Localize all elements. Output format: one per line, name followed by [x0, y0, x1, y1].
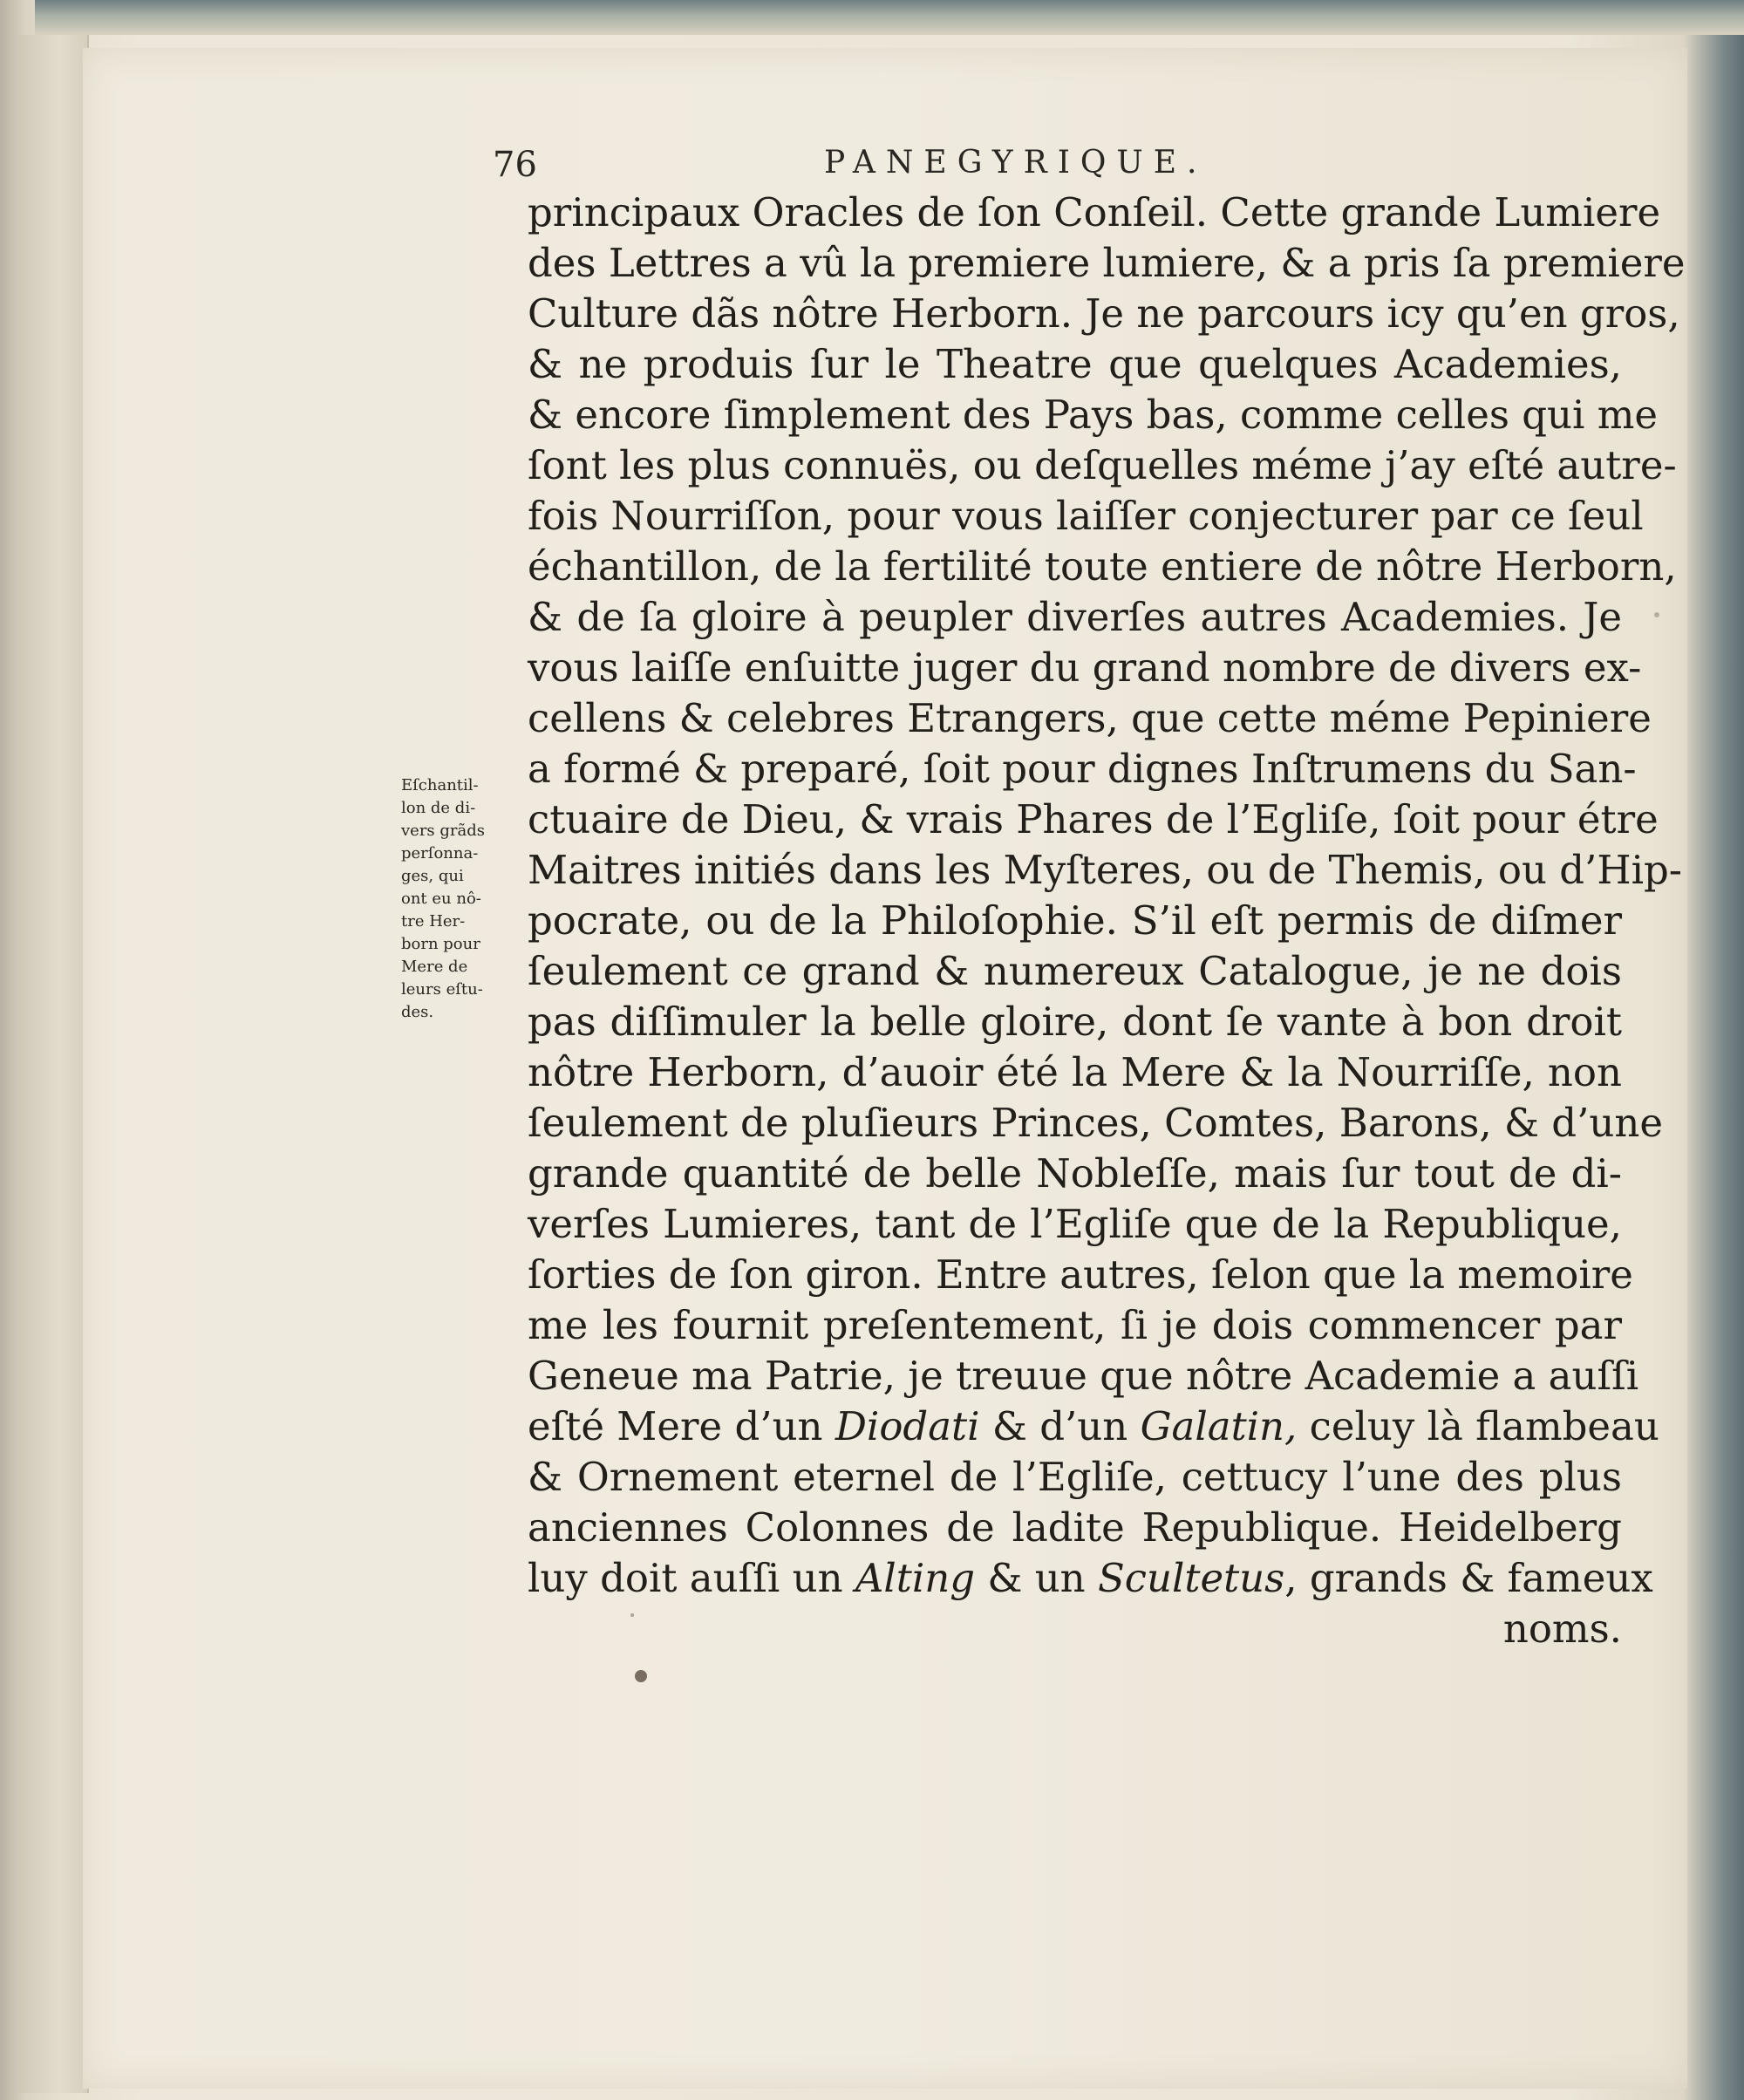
text-line: fois Nourriſſon, pour vous laiſſer conjecturer par ce ſeul: [528, 493, 1644, 539]
line-part: & un: [975, 1555, 1098, 1601]
body-text: [528, 188, 1686, 1654]
margin-note-line: born pour: [401, 935, 480, 953]
text-line: ſorties de ſon giron. Entre autres, ſelon que la memoire: [528, 1251, 1633, 1298]
italic-name-scultetus: Scultetus: [1097, 1555, 1285, 1601]
text-line: des Lettres a vû la premiere lumiere, & a pris ſa premiere: [528, 240, 1686, 286]
margin-note-line: vers grãds: [401, 822, 486, 840]
italic-name-alting: Alting: [855, 1555, 976, 1601]
text-line: cellens & celebres Etrangers, que cette méme Pepiniere: [528, 695, 1652, 741]
text-line: Maitres initiés dans les Myſteres, ou de Themis, ou d’Hip-: [528, 847, 1682, 893]
text-line-with-italic-names: [528, 1401, 1659, 1452]
margin-note-line: lon de di-: [401, 799, 476, 817]
line-part: eſté Mere d’un: [528, 1403, 835, 1449]
text-line: anciennes Colonnes de ladite Republique. Heidelberg: [528, 1504, 1622, 1551]
running-title: PANEGYRIQUE.: [824, 145, 1208, 181]
margin-note-line: des.: [401, 1003, 434, 1021]
italic-name-galatin: Galatin,: [1140, 1403, 1298, 1449]
text-line: ſeulement de pluſieurs Princes, Comtes, Barons, & d’une: [528, 1100, 1664, 1146]
text-line: & ne produis ſur le Theatre que quelques Academies,: [528, 341, 1622, 387]
text-line: principaux Oracles de ſon Conſeil. Cette grande Lumiere: [528, 189, 1661, 235]
text-line: ſont les plus connuës, ou deſquelles méme j’ay eſté autre-: [528, 442, 1677, 488]
margin-note: [401, 774, 528, 1024]
text-line-with-italic-names: [528, 1553, 1653, 1604]
text-line: grande quantité de belle Nobleſſe, mais ſur tout de di-: [528, 1150, 1622, 1197]
line-part: luy doit auſſi un: [528, 1555, 855, 1601]
text-line: & de ſa gloire à peupler diverſes autres Academies. Je: [528, 594, 1622, 640]
text-line: ſeulement ce grand & numereux Catalogue, je ne dois: [528, 948, 1622, 994]
text-line: & Ornement eternel de l’Egliſe, cettucy l’une des plus: [528, 1454, 1622, 1500]
line-part: & d’un: [979, 1403, 1141, 1449]
margin-note-line: ont eu nô-: [401, 890, 481, 908]
book-top-edge: [35, 0, 1744, 35]
text-line: nôtre Herborn, d’auoir été la Mere & la Nourriſſe, non: [528, 1049, 1622, 1095]
italic-name-diodati: Diodati: [835, 1403, 980, 1449]
margin-note-line: leurs eſtu-: [401, 980, 483, 999]
text-line: ctuaire de Dieu, & vrais Phares de l’Egliſe, ſoit pour étre: [528, 796, 1659, 842]
page-header: [493, 133, 1626, 185]
text-line: pas diſſimuler la belle gloire, dont ſe vante à bon droit: [528, 999, 1622, 1045]
text-line: pocrate, ou de la Philoſophie. S’il eſt permis de diſmer: [528, 897, 1622, 944]
margin-note-line: perſonna-: [401, 844, 479, 862]
text-line: verſes Lumieres, tant de l’Egliſe que de la Republique,: [528, 1201, 1622, 1247]
margin-note-line: ges, qui: [401, 867, 464, 885]
text-line: vous laiſſe enſuitte juger du grand nombre de divers ex-: [528, 644, 1642, 691]
text-line: échantillon, de la fertilité toute entiere de nôtre Herborn,: [528, 543, 1677, 590]
line-part: , grands & fameux: [1284, 1555, 1653, 1601]
text-line: Geneue ma Patrie, je treuue que nôtre Academie a auſſi: [528, 1353, 1639, 1399]
margin-note-line: Mere de: [401, 958, 468, 976]
text-line: & encore ſimplement des Pays bas, comme celles qui me: [528, 392, 1659, 438]
text-line: a formé & preparé, ſoit pour dignes Inſtrumens du San-: [528, 746, 1637, 792]
margin-note-line: tre Her-: [401, 912, 466, 931]
last-line: noms.: [1502, 1606, 1622, 1652]
page-number: 76: [493, 145, 537, 185]
text-line: Culture dãs nôtre Herborn. Je ne parcours icy qu’en gros,: [528, 290, 1680, 337]
left-page-fold: [17, 35, 89, 2093]
text-line: me les fournit preſentement, ſi je dois commencer par: [528, 1302, 1622, 1348]
line-part: celuy là flambeau: [1297, 1403, 1659, 1449]
margin-note-line: Eſchantil-: [401, 776, 479, 794]
